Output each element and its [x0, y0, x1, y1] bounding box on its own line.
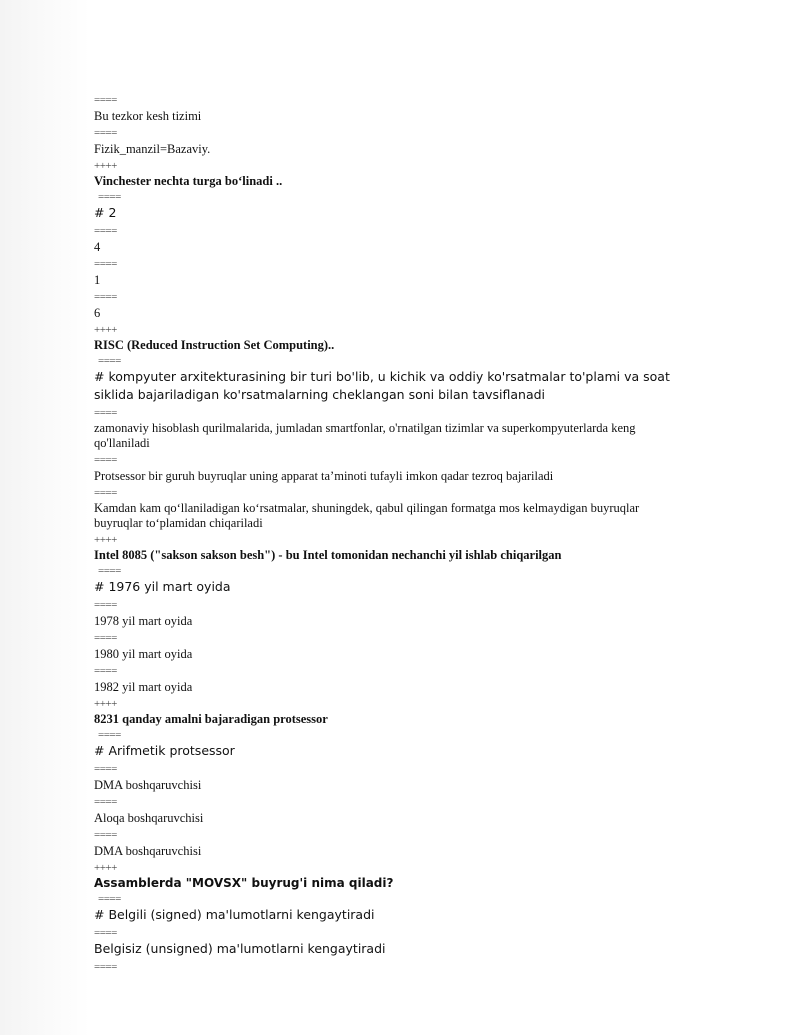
correct-answer: # Arifmetik protsessor [94, 743, 235, 758]
separator: ==== [94, 665, 117, 677]
separator: ==== [94, 829, 117, 841]
answer-option: 1978 yil mart oyida [94, 614, 193, 628]
answer-option: 6 [94, 306, 101, 320]
answer-option: zamonaviy hisoblash qurilmalarida, jumladan smartfonlar, o'rnatilgan tizimlar va superkompyuterlarda keng qo'llaniladi [94, 421, 636, 450]
separator: ==== [94, 927, 117, 939]
question-separator: ++++ [94, 862, 117, 874]
separator: ==== [94, 961, 117, 973]
question-vinchester: Vinchester nechta turga bo‘linadi .. [94, 174, 283, 188]
question-movsx: Assamblerda "MOVSX" buyrug'i nima qiladi? [94, 876, 394, 890]
page-left-margin [0, 0, 90, 1035]
question-8231: 8231 qanday amalni bajaradigan protsessor [94, 712, 328, 726]
text-line: Fizik_manzil=Bazaviy. [94, 142, 211, 156]
answer-option: Protsessor bir guruh buyruqlar uning apparat ta’minoti tufayli imkon qadar tezroq bajariladi [94, 469, 554, 483]
separator: ==== [94, 454, 117, 466]
separator: ==== [98, 565, 121, 577]
answer-option: Kamdan kam qo‘llaniladigan ko‘rsatmalar, shuningdek, qabul qilingan formatga mos kelmaydigan buyruqlar buyruqlar to‘plamidan chiqariladi [94, 501, 640, 530]
answer-option: 1980 yil mart oyida [94, 647, 193, 661]
answer-option: Belgisiz (unsigned) ma'lumotlarni kengaytiradi [94, 941, 386, 956]
question-separator: ++++ [94, 160, 117, 172]
separator: ==== [98, 893, 121, 905]
separator: ==== [94, 407, 117, 419]
question-risc: RISC (Reduced Instruction Set Computing).. [94, 338, 335, 352]
answer-option: DMA boshqaruvchisi [94, 844, 202, 858]
text-line: Bu tezkor kesh tizimi [94, 109, 202, 123]
answer-option: DMA boshqaruvchisi [94, 778, 202, 792]
separator: ==== [94, 632, 117, 644]
correct-answer: # 2 [94, 205, 117, 220]
document-body [94, 94, 684, 973]
separator: ==== [94, 258, 117, 270]
separator: ==== [94, 291, 117, 303]
separator: ==== [94, 599, 117, 611]
separator: ==== [94, 225, 117, 237]
separator: ==== [98, 729, 121, 741]
answer-option: 1 [94, 273, 101, 287]
separator: ==== [94, 487, 117, 499]
separator: ==== [98, 191, 121, 203]
correct-answer: # Belgili (signed) ma'lumotlarni kengaytiradi [94, 907, 375, 922]
separator: ==== [98, 355, 121, 367]
separator: ==== [94, 796, 117, 808]
question-separator: ++++ [94, 324, 117, 336]
separator: ==== [94, 127, 117, 139]
answer-option: 1982 yil mart oyida [94, 680, 193, 694]
separator: ==== [94, 94, 117, 106]
correct-answer: # 1976 yil mart oyida [94, 579, 231, 594]
question-separator: ++++ [94, 698, 117, 710]
separator: ==== [94, 763, 117, 775]
correct-answer: # kompyuter arxitekturasining bir turi bo'lib, u kichik va oddiy ko'rsatmalar to'plami va soat siklida bajariladigan ko'rsatmalarning cheklangan soni bilan tavsiflanadi [94, 369, 670, 402]
answer-option: 4 [94, 240, 101, 254]
answer-option: Aloqa boshqaruvchisi [94, 811, 204, 825]
question-intel-8085: Intel 8085 ("sakson sakson besh") - bu Intel tomonidan nechanchi yil ishlab chiqarilgan [94, 548, 562, 562]
question-separator: ++++ [94, 534, 117, 546]
